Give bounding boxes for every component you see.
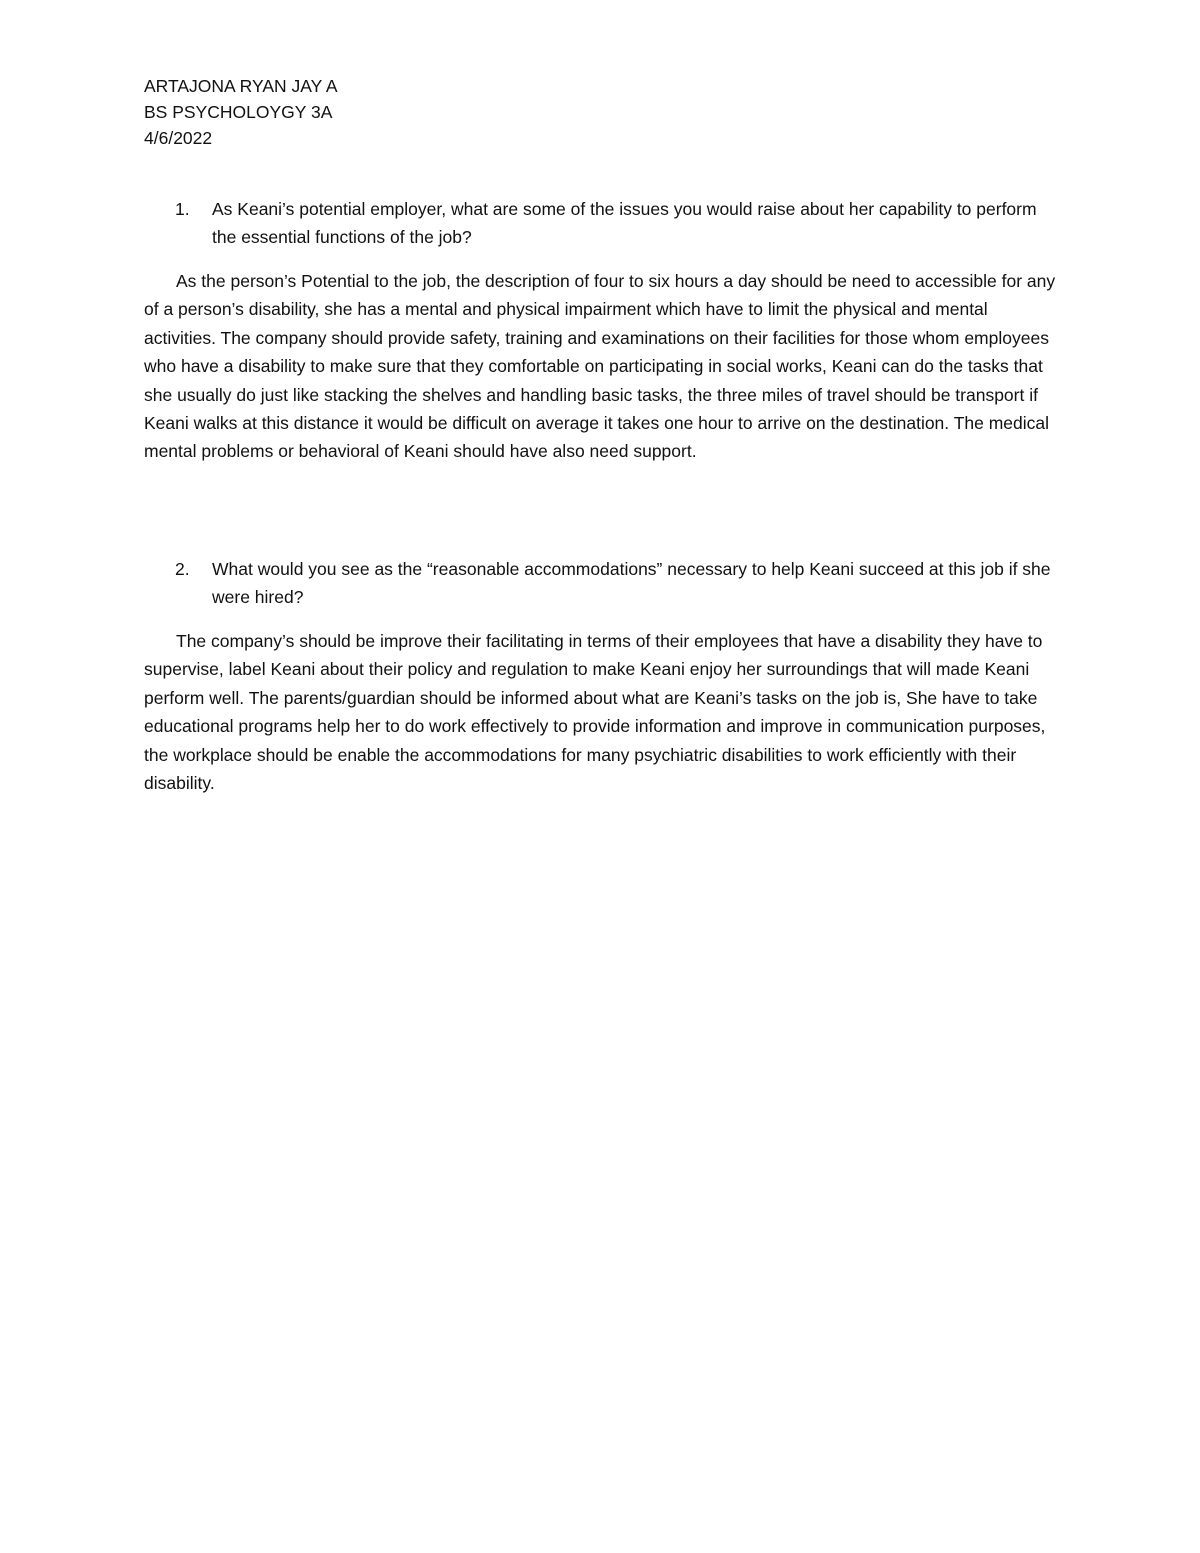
document-date: 4/6/2022 [144, 128, 213, 148]
answer-1: As the person’s Potential to the job, the description of four to six hours a day should be need to accessible for any of a person’s disability, she has a mental and physical impairment which have to limit the physical and mental activities. The company should provide safety, training and examinations on their facilities for those whom employees who have a disability to make sure that they comfortable on participating in social works, Keani can do the tasks that she usually do just like stacking the shelves and handling basic tasks, the three miles of travel should be transport if Keani walks at this distance it would be difficult on average it takes one hour to arrive on the destination. The medical mental problems or behavioral of Keani should have also need support. [144, 271, 1056, 462]
question-text: As Keani’s potential employer, what are some of the issues you would raise about her capability to perform the essential functions of the job? [212, 199, 1037, 247]
document-header [144, 73, 338, 151]
question-number: 1. [175, 199, 190, 219]
question-1 [144, 195, 1064, 251]
question-text: What would you see as the “reasonable accommodations” necessary to help Keani succeed at this job if she were hired? [212, 559, 1051, 607]
question-2 [144, 555, 1064, 611]
question-number: 2. [175, 559, 190, 579]
answer-2: The company’s should be improve their facilitating in terms of their employees that have a disability they have to supervise, label Keani about their policy and regulation to make Keani enjoy her surroundings that will made Keani perform well. The parents/guardian should be informed about what are Keani’s tasks on the job is, She have to take educational programs help her to do work effectively to provide information and improve in communication purposes, the workplace should be enable the accommodations for many psychiatric disabilities to work efficiently with their disability. [144, 631, 1046, 794]
student-name: ARTAJONA RYAN JAY A [144, 76, 338, 96]
student-course: BS PSYCHOLOYGY 3A [144, 102, 333, 122]
